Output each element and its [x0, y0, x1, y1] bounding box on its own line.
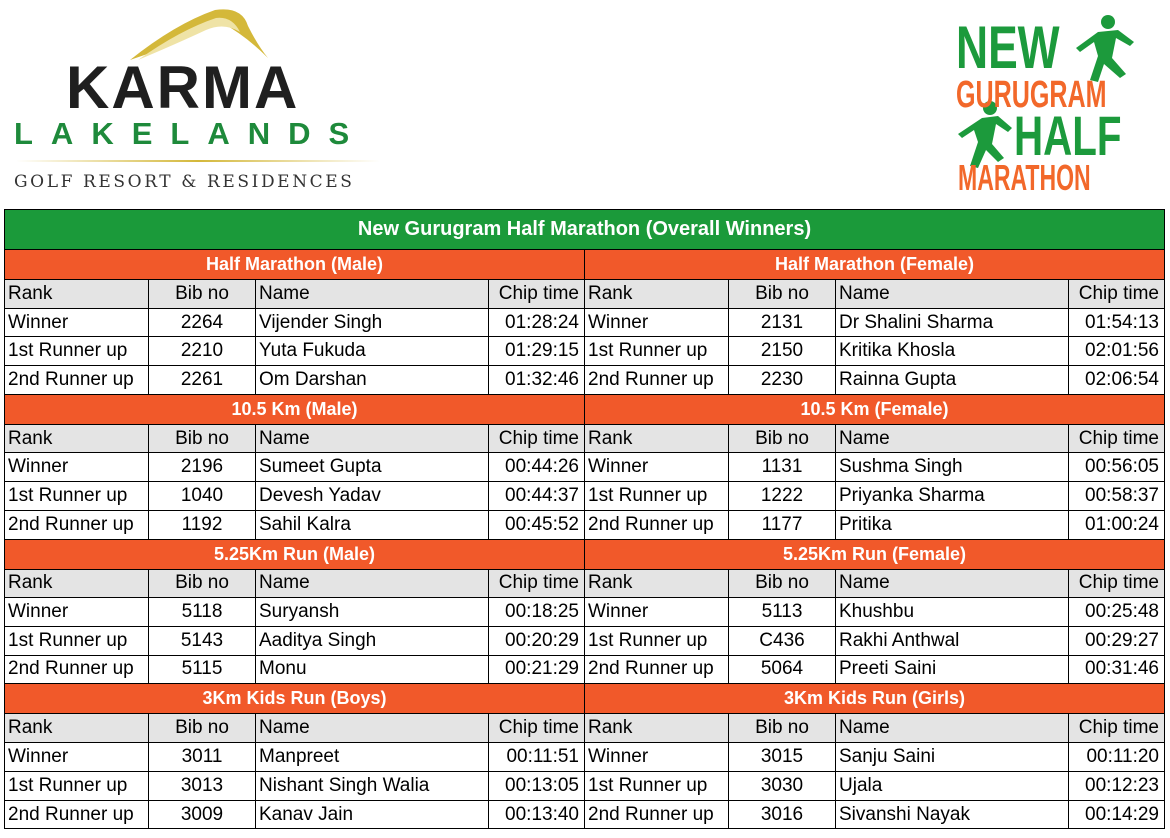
table-row	[5, 309, 584, 338]
table-row	[585, 366, 1164, 395]
bib-cell: 5143	[149, 627, 256, 655]
column-header: Bib no	[149, 570, 256, 598]
bib-cell: 3011	[149, 743, 256, 771]
rank-cell: 1st Runner up	[5, 627, 149, 655]
name-cell: Monu	[256, 656, 489, 684]
table-row	[5, 598, 584, 627]
name-cell: Manpreet	[256, 743, 489, 771]
name-cell: Preeti Saini	[836, 656, 1069, 684]
section-row	[5, 395, 1164, 540]
column-header: Bib no	[149, 425, 256, 453]
chip-time-cell: 00:25:48	[1085, 601, 1159, 623]
chip-time-cell: 01:32:46	[505, 368, 579, 390]
rank-cell: 1st Runner up	[5, 482, 149, 510]
column-header: Name	[256, 714, 489, 742]
bib-cell: 5118	[149, 598, 256, 626]
table-row	[585, 598, 1164, 627]
rank-cell: 2nd Runner up	[5, 801, 149, 829]
chip-time-cell: 00:13:05	[505, 775, 579, 797]
chip-time-cell: 00:11:20	[1086, 746, 1159, 768]
column-header: Chip time	[498, 717, 579, 739]
rank-cell: Winner	[5, 743, 149, 771]
column-header: Chip time	[1078, 572, 1159, 594]
column-header: Chip time	[1078, 282, 1159, 304]
chip-time-cell: 00:18:25	[505, 601, 579, 623]
chip-time-cell: 00:45:52	[505, 513, 579, 535]
column-header: Bib no	[729, 570, 836, 598]
chip-time-cell: 02:01:56	[1085, 340, 1159, 362]
table-row	[585, 627, 1164, 656]
rank-cell: 2nd Runner up	[585, 511, 729, 539]
bib-cell: C436	[729, 627, 836, 655]
results-sections	[5, 250, 1164, 829]
bib-cell: 3030	[729, 772, 836, 800]
column-header: Bib no	[729, 714, 836, 742]
column-header-row	[5, 714, 584, 743]
panel-half-marathon-male	[5, 250, 585, 395]
table-row	[5, 772, 584, 801]
column-header: Name	[836, 425, 1069, 453]
rank-cell: 1st Runner up	[585, 772, 729, 800]
brand-tagline: GOLF RESORT & RESIDENCES	[14, 172, 355, 192]
bib-cell: 2230	[729, 366, 836, 394]
bib-cell: 3013	[149, 772, 256, 800]
rank-cell: 1st Runner up	[585, 627, 729, 655]
panel-10-5-km-female	[585, 395, 1164, 540]
name-cell: Vijender Singh	[256, 309, 489, 337]
name-cell: Sahil Kalra	[256, 511, 489, 539]
table-row	[585, 482, 1164, 511]
table-row	[5, 743, 584, 772]
rank-cell: 2nd Runner up	[585, 656, 729, 684]
chip-time-cell: 00:56:05	[1085, 456, 1159, 478]
category-heading: 5.25Km Run (Male)	[5, 540, 584, 570]
rank-cell: Winner	[5, 453, 149, 481]
table-row	[585, 772, 1164, 801]
table-row	[5, 656, 584, 685]
table-row	[585, 309, 1164, 338]
name-cell: Khushbu	[836, 598, 1069, 626]
column-header: Name	[256, 280, 489, 308]
chip-time-cell: 01:54:13	[1085, 311, 1159, 333]
name-cell: Om Darshan	[256, 366, 489, 394]
name-cell: Priyanka Sharma	[836, 482, 1069, 510]
column-header: Name	[836, 714, 1069, 742]
column-header: Name	[256, 570, 489, 598]
name-cell: Ujala	[836, 772, 1069, 800]
rank-cell: 2nd Runner up	[5, 656, 149, 684]
name-cell: Rakhi Anthwal	[836, 627, 1069, 655]
event-logo	[948, 8, 1148, 198]
column-header: Rank	[585, 570, 729, 598]
column-header-row	[585, 425, 1164, 454]
chip-time-cell: 02:06:54	[1085, 368, 1159, 390]
name-cell: Yuta Fukuda	[256, 337, 489, 365]
name-cell: Sanju Saini	[836, 743, 1069, 771]
panel-5-25km-run-male	[5, 540, 585, 685]
chip-time-cell: 00:31:46	[1085, 658, 1159, 680]
column-header: Bib no	[149, 714, 256, 742]
column-header: Rank	[585, 714, 729, 742]
column-header-row	[5, 280, 584, 309]
bib-cell: 2261	[149, 366, 256, 394]
chip-time-cell: 00:58:37	[1085, 484, 1159, 506]
rank-cell: 2nd Runner up	[585, 366, 729, 394]
column-header: Chip time	[498, 427, 579, 449]
rank-cell: 2nd Runner up	[585, 801, 729, 829]
bib-cell: 3015	[729, 743, 836, 771]
chip-time-cell: 00:20:29	[505, 629, 579, 651]
table-row	[5, 366, 584, 395]
table-row	[5, 627, 584, 656]
name-cell: Dr Shalini Sharma	[836, 309, 1069, 337]
table-row	[585, 453, 1164, 482]
table-row	[585, 337, 1164, 366]
chip-time-cell: 00:44:26	[505, 456, 579, 478]
bib-cell: 1222	[729, 482, 836, 510]
rank-cell: 1st Runner up	[5, 772, 149, 800]
column-header: Rank	[5, 280, 149, 308]
rank-cell: Winner	[585, 743, 729, 771]
column-header: Chip time	[498, 572, 579, 594]
column-header-row	[5, 570, 584, 599]
chip-time-cell: 01:00:24	[1085, 513, 1159, 535]
rank-cell: 1st Runner up	[5, 337, 149, 365]
rank-cell: 2nd Runner up	[5, 366, 149, 394]
rank-cell: Winner	[585, 309, 729, 337]
category-heading: 10.5 Km (Female)	[585, 395, 1164, 425]
event-logo-line4: MARATHON	[958, 157, 1091, 198]
chip-time-cell: 01:28:24	[505, 311, 579, 333]
panel-3km-kids-run-boys	[5, 684, 585, 829]
chip-time-cell: 00:11:51	[506, 746, 579, 768]
chip-time-cell: 01:29:15	[505, 340, 579, 362]
name-cell: Pritika	[836, 511, 1069, 539]
name-cell: Kanav Jain	[256, 801, 489, 829]
bib-cell: 5064	[729, 656, 836, 684]
rank-cell: Winner	[5, 598, 149, 626]
table-row	[5, 453, 584, 482]
section-row	[5, 250, 1164, 395]
name-cell: Devesh Yadav	[256, 482, 489, 510]
column-header: Bib no	[149, 280, 256, 308]
brand-subname: LAKELANDS	[14, 116, 368, 151]
column-header-row	[585, 280, 1164, 309]
table-row	[5, 482, 584, 511]
chip-time-cell: 00:12:23	[1085, 775, 1159, 797]
name-cell: Sushma Singh	[836, 453, 1069, 481]
column-header: Chip time	[498, 282, 579, 304]
name-cell: Rainna Gupta	[836, 366, 1069, 394]
bib-cell: 2150	[729, 337, 836, 365]
name-cell: Aaditya Singh	[256, 627, 489, 655]
event-logo-line2: GURUGRAM	[956, 74, 1107, 116]
bib-cell: 5115	[149, 656, 256, 684]
column-header: Name	[256, 425, 489, 453]
rank-cell: 1st Runner up	[585, 482, 729, 510]
category-heading: Half Marathon (Female)	[585, 250, 1164, 280]
table-row	[585, 801, 1164, 829]
bib-cell: 3009	[149, 801, 256, 829]
rank-cell: Winner	[585, 598, 729, 626]
table-row	[5, 801, 584, 829]
category-heading: Half Marathon (Male)	[5, 250, 584, 280]
column-header: Rank	[585, 425, 729, 453]
table-row	[585, 656, 1164, 685]
name-cell: Sivanshi Nayak	[836, 801, 1069, 829]
rank-cell: Winner	[5, 309, 149, 337]
logo-divider	[16, 160, 380, 162]
column-header: Rank	[5, 570, 149, 598]
bib-cell: 5113	[729, 598, 836, 626]
event-logo-line1: NEW	[956, 14, 1060, 81]
panel-10-5-km-male	[5, 395, 585, 540]
table-title: New Gurugram Half Marathon (Overall Winners)	[5, 210, 1164, 250]
column-header: Chip time	[1078, 427, 1159, 449]
panel-5-25km-run-female	[585, 540, 1164, 685]
chip-time-cell: 00:21:29	[505, 658, 579, 680]
results-table	[4, 209, 1165, 829]
name-cell: Nishant Singh Walia	[256, 772, 489, 800]
chip-time-cell: 00:29:27	[1085, 629, 1159, 651]
bib-cell: 2264	[149, 309, 256, 337]
section-row	[5, 684, 1164, 829]
bib-cell: 3016	[729, 801, 836, 829]
panel-3km-kids-run-girls	[585, 684, 1164, 829]
column-header: Rank	[5, 714, 149, 742]
brand-name: KARMA	[66, 54, 300, 121]
rank-cell: 2nd Runner up	[5, 511, 149, 539]
bib-cell: 1131	[729, 453, 836, 481]
column-header: Name	[836, 280, 1069, 308]
column-header: Bib no	[729, 425, 836, 453]
column-header: Chip time	[1078, 717, 1159, 739]
name-cell: Suryansh	[256, 598, 489, 626]
rank-cell: 1st Runner up	[585, 337, 729, 365]
event-logo-line3: HALF	[1014, 104, 1122, 167]
chip-time-cell: 00:13:40	[505, 804, 579, 826]
name-cell: Sumeet Gupta	[256, 453, 489, 481]
column-header-row	[585, 570, 1164, 599]
column-header: Name	[836, 570, 1069, 598]
table-row	[5, 511, 584, 540]
bib-cell: 2196	[149, 453, 256, 481]
bib-cell: 2210	[149, 337, 256, 365]
column-header: Rank	[585, 280, 729, 308]
category-heading: 10.5 Km (Male)	[5, 395, 584, 425]
bib-cell: 2131	[729, 309, 836, 337]
column-header-row	[5, 425, 584, 454]
category-heading: 5.25Km Run (Female)	[585, 540, 1164, 570]
chip-time-cell: 00:44:37	[505, 484, 579, 506]
table-row	[585, 511, 1164, 540]
bib-cell: 1040	[149, 482, 256, 510]
column-header: Rank	[5, 425, 149, 453]
karma-lakelands-logo	[10, 6, 390, 198]
bib-cell: 1177	[729, 511, 836, 539]
bib-cell: 1192	[149, 511, 256, 539]
category-heading: 3Km Kids Run (Girls)	[585, 684, 1164, 714]
category-heading: 3Km Kids Run (Boys)	[5, 684, 584, 714]
column-header-row	[585, 714, 1164, 743]
section-row	[5, 540, 1164, 685]
table-row	[5, 337, 584, 366]
name-cell: Kritika Khosla	[836, 337, 1069, 365]
table-row	[585, 743, 1164, 772]
rank-cell: Winner	[585, 453, 729, 481]
chip-time-cell: 00:14:29	[1085, 804, 1159, 826]
panel-half-marathon-female	[585, 250, 1164, 395]
column-header: Bib no	[729, 280, 836, 308]
